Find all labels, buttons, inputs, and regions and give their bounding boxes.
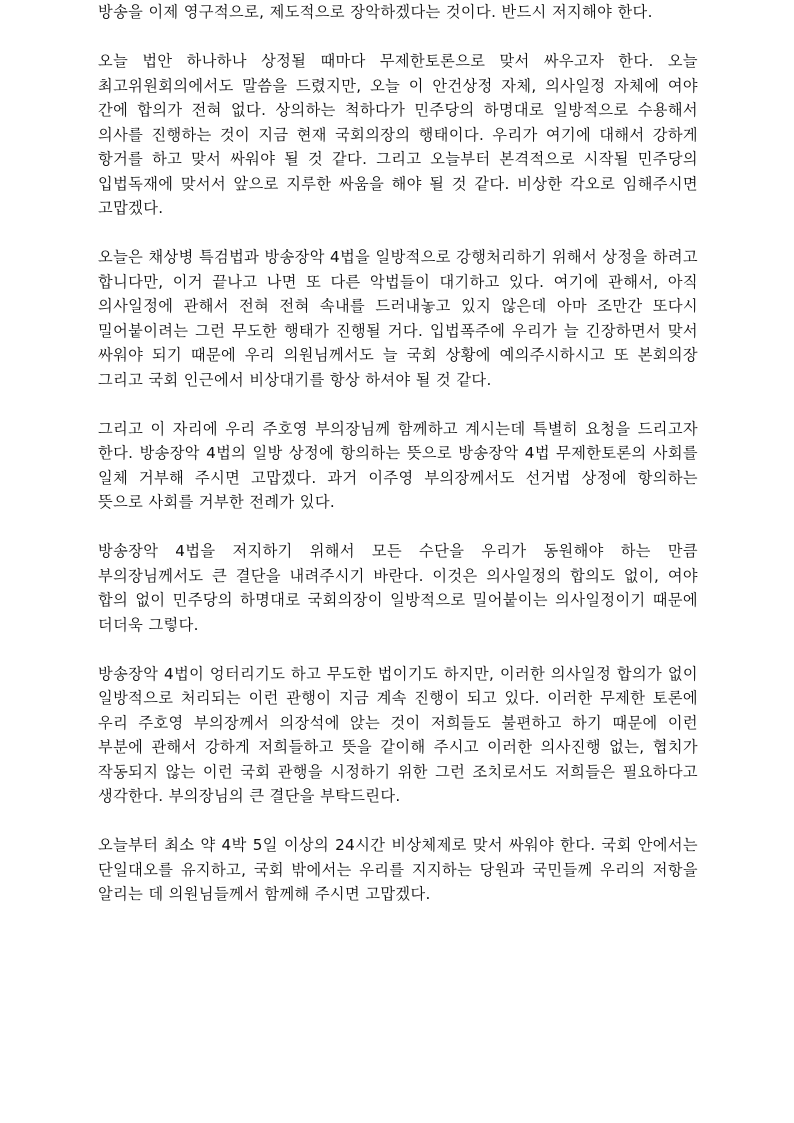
paragraph-2: 오늘 법안 하나하나 상정될 때마다 무제한토론으로 맞서 싸우고자 한다. 오늘 최고위원회의에서도 말씀을 드렸지만, 오늘 이 안건상정 자체, 의사일정 자체에 여야 간에 합의가 전혀 없다. 상의하는 척하다가 민주당의 하명대로 일방적으로 수용해서 의사를 진행하는 것이 지금 현재 국회의장의 행태이다. 우리가 여기에 대해서 강하게 항거를 하고 맞서 싸워야 될 것 같다. 그리고 오늘부터 본격적으로 시작될 민주당의 입법독재에 맞서서 앞으로 지루한 싸움을 해야 될 것 같다. 비상한 각오로 임해주시면 고맙겠다. [98,52,698,217]
paragraph-1: 방송을 이제 영구적으로, 제도적으로 장악하겠다는 것이다. 반드시 저지해야 한다. [98,3,653,21]
paragraph-3: 오늘은 채상병 특검법과 방송장악 4법을 일방적으로 강행처리하기 위해서 상정을 하려고 합니다만, 이거 끝나고 나면 또 다른 악법들이 대기하고 있다. 여기에 관해서, 아직 의사일정에 관해서 전혀 전혀 속내를 드러내놓고 있지 않은데 아마 조만간 또다시 밀어붙이려는 그런 무도한 행태가 진행될 거다. 입법폭주에 우리가 늘 긴장하면서 맞서 싸워야 되기 때문에 우리 의원님께서도 늘 국회 상황에 예의주시하시고 또 본회의장 그리고 국회 인근에서 비상대기를 항상 하셔야 될 것 같다. [98,248,698,389]
document-body [98,0,698,931]
paragraph-6: 방송장악 4법이 엉터리기도 하고 무도한 법이기도 하지만, 이러한 의사일정 합의가 없이 일방적으로 처리되는 이런 관행이 지금 계속 진행이 되고 있다. 이러한 무제한 토론에 우리 주호영 부의장께서 의장석에 앉는 것이 저희들도 불편하고 하기 때문에 이런 부분에 관해서 강하게 저희들하고 뜻을 같이해 주시고 이러한 의사진행 없는, 협치가 작동되지 않는 이런 국회 관행을 시정하기 위한 그런 조치로서도 저희들은 필요하다고 생각한다. 부의장님의 큰 결단을 부탁드린다. [98,664,698,805]
paragraph-5: 방송장악 4법을 저지하기 위해서 모든 수단을 우리가 동원해야 하는 만큼 부의장님께서도 큰 결단을 내려주시기 바란다. 이것은 의사일정의 합의도 없이, 여야 합의 없이 민주당의 하명대로 국회의장이 일방적으로 밀어붙이는 의사일정이기 때문에 더더욱 그렇다. [98,542,698,634]
paragraph-7: 오늘부터 최소 약 4박 5일 이상의 24시간 비상체제로 맞서 싸워야 한다. 국회 안에서는 단일대오를 유지하고, 국회 밖에서는 우리를 지지하는 당원과 국민들께 우리의 저항을 알리는 데 의원님들께서 함께해 주시면 고맙겠다. [98,836,698,903]
paragraph-4: 그리고 이 자리에 우리 주호영 부의장님께 함께하고 계시는데 특별히 요청을 드리고자 한다. 방송장악 4법의 일방 상정에 항의하는 뜻으로 방송장악 4법 무제한토론의 사회를 일체 거부해 주시면 고맙겠다. 과거 이주영 부의장께서도 선거법 상정에 항의하는 뜻으로 사회를 거부한 전례가 있다. [98,419,698,511]
